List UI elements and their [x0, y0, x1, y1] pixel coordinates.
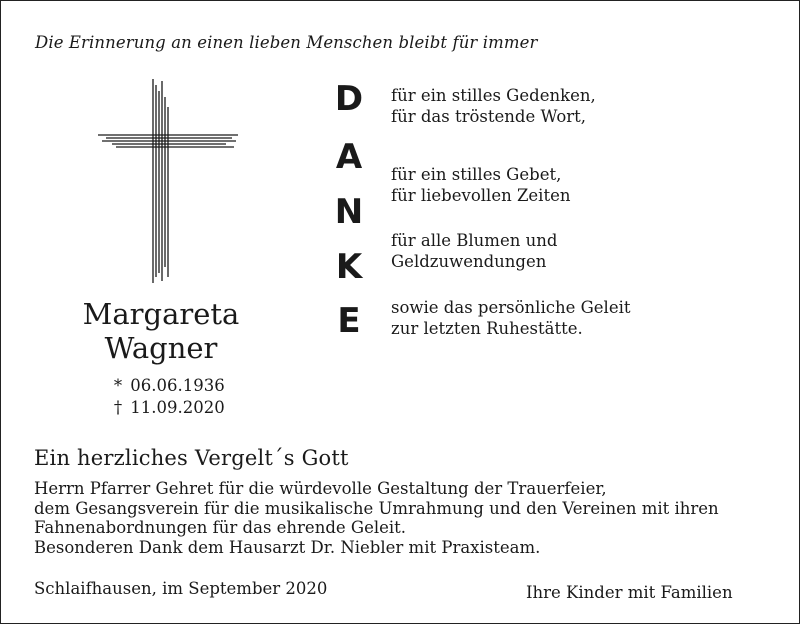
birth-date-row: [111, 375, 225, 397]
thanks-line: für ein stilles Gedenken,: [391, 86, 596, 105]
danke-letter: A: [335, 137, 363, 177]
thanks-line: zur letzten Ruhestätte.: [391, 319, 583, 338]
thanks-line: für liebevollen Zeiten: [391, 186, 571, 205]
body-line: dem Gesangsverein für die musikalische Umrahmung und den Vereinen mit ihren: [34, 498, 719, 518]
intro-line: Die Erinnerung an einen lieben Menschen bleibt für immer: [35, 33, 538, 52]
danke-letter: D: [334, 79, 364, 119]
danke-letter: E: [337, 301, 361, 341]
body-line: Herrn Pfarrer Gehret für die würdevolle Gestaltung der Trauerfeier,: [34, 479, 607, 498]
life-dates: [111, 375, 225, 419]
death-dagger-icon: †: [113, 398, 123, 417]
last-name: Wagner: [104, 331, 218, 365]
danke-letter: K: [335, 247, 363, 287]
deceased-name: [41, 297, 281, 365]
gratitude-body: [34, 479, 774, 557]
thanks-block-2: [391, 164, 571, 206]
danke-letter: N: [334, 192, 364, 232]
death-date: 11.09.2020: [130, 398, 225, 417]
birth-star-icon: *: [113, 376, 123, 395]
thanks-line: Geldzuwendungen: [391, 252, 547, 271]
body-line: Besonderen Dank dem Hausarzt Dr. Niebler mit Praxisteam.: [34, 537, 541, 557]
thanks-line: für das tröstende Wort,: [391, 107, 587, 126]
first-name: Margareta: [82, 297, 240, 331]
body-line: Fahnenabordnungen für das ehrende Geleit.: [34, 518, 407, 537]
death-date-row: [111, 397, 225, 419]
gratitude-heading: Ein herzliches Vergelt´s Gott: [34, 446, 349, 470]
thanks-block-1: [391, 85, 596, 127]
signature: Ihre Kinder mit Familien: [526, 583, 733, 602]
place-date: Schlaifhausen, im September 2020: [34, 579, 328, 598]
thanks-block-4: [391, 297, 631, 339]
birth-date: 06.06.1936: [130, 376, 225, 395]
thanks-line: sowie das persönliche Geleit: [391, 298, 631, 317]
thanks-line: für ein stilles Gebet,: [391, 165, 562, 184]
thanks-block-3: [391, 230, 557, 272]
cross-icon: [96, 77, 240, 285]
thanks-line: für alle Blumen und: [391, 231, 558, 250]
